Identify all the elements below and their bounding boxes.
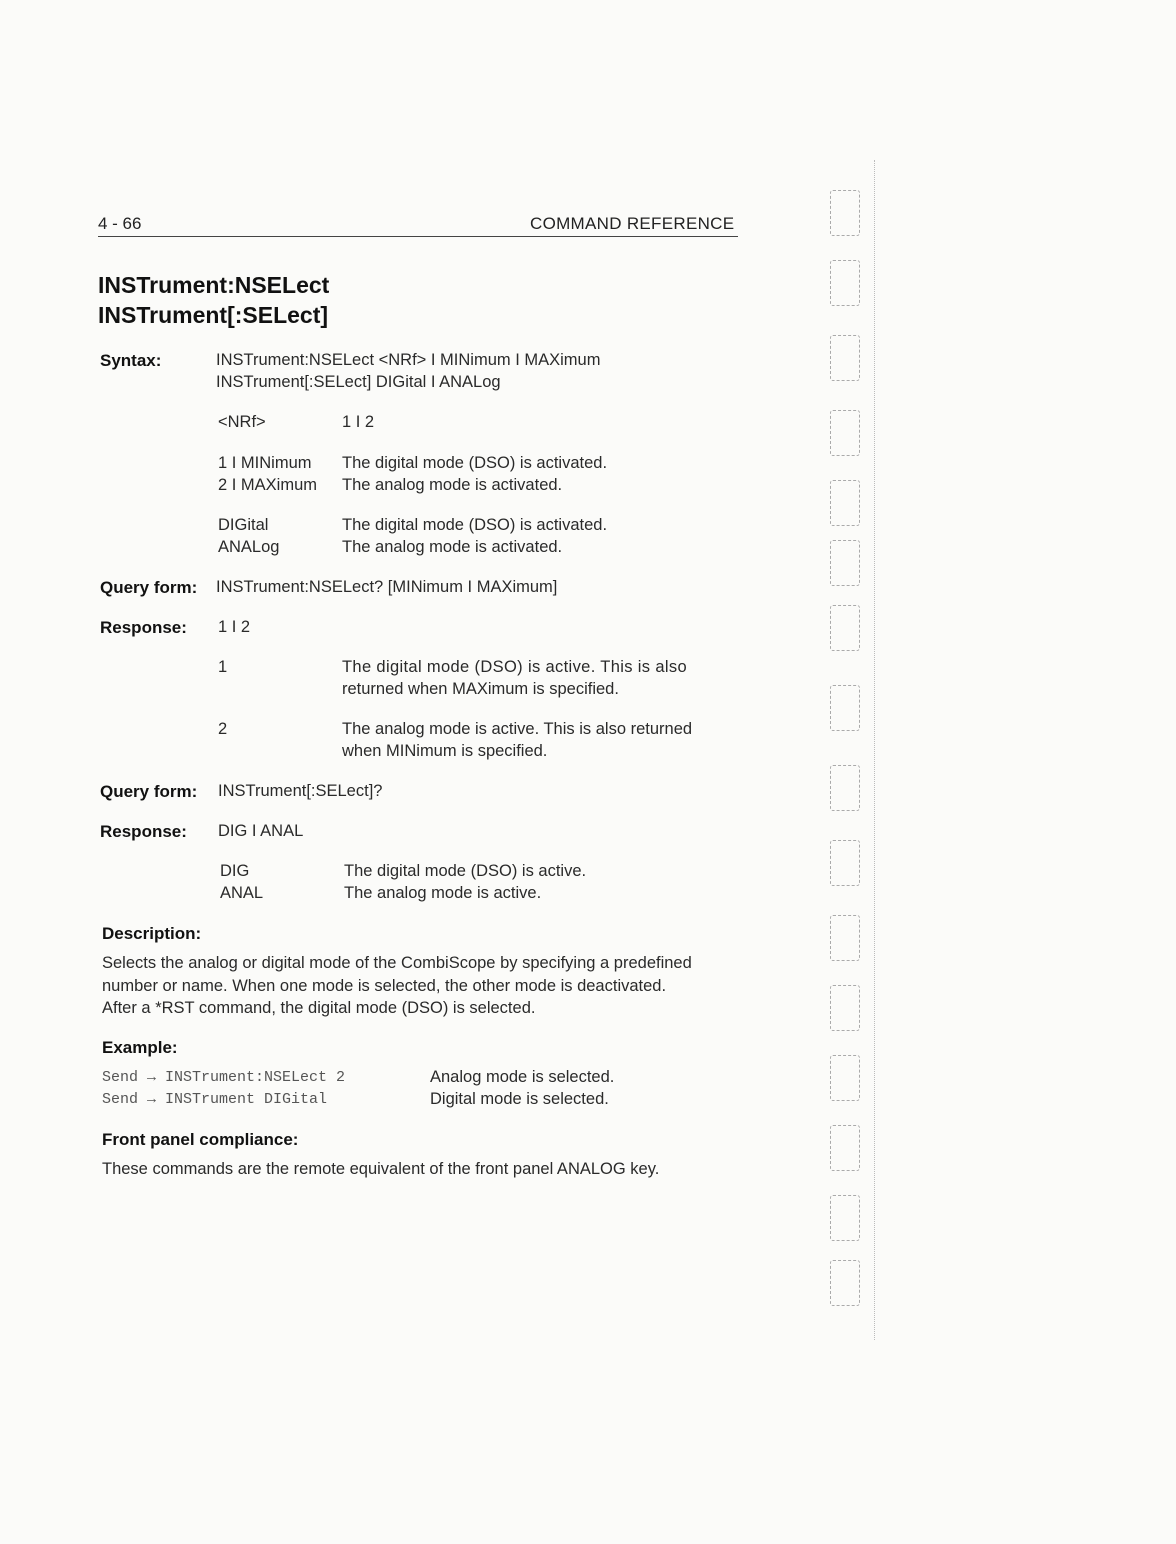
index-tab xyxy=(830,840,860,886)
example-result: Analog mode is selected. xyxy=(430,1068,615,1086)
example-command: Send → INSTrument:NSELect 2 xyxy=(102,1069,346,1086)
description-paragraph xyxy=(102,952,752,1020)
response-value: returned when MAXimum is specified. xyxy=(342,680,619,698)
response-text: DIG I ANAL xyxy=(218,822,304,840)
example-label: Example: xyxy=(102,1038,178,1057)
response-label: Response: xyxy=(100,822,187,841)
response-text: 1 I 2 xyxy=(218,618,251,636)
header-rule xyxy=(98,236,738,237)
index-tab xyxy=(830,1055,860,1101)
param-key: 1 I MINimum xyxy=(218,454,312,472)
description-label: Description: xyxy=(102,924,202,943)
index-tab xyxy=(830,1125,860,1171)
query-form-text: INSTrument:NSELect? [MINimum I MAXimum] xyxy=(216,578,558,596)
response-key: 1 xyxy=(218,658,228,676)
param-value: The analog mode is activated. xyxy=(342,538,563,556)
response-value: The digital mode (DSO) is active. xyxy=(344,862,587,880)
section-title: COMMAND REFERENCE xyxy=(530,214,735,233)
param-key: DIGital xyxy=(218,516,269,534)
index-tab xyxy=(830,410,860,456)
response-key: ANAL xyxy=(220,884,264,902)
param-value: The analog mode is activated. xyxy=(342,476,563,494)
param-value: The digital mode (DSO) is activated. xyxy=(342,454,608,472)
response-value: The analog mode is active. xyxy=(344,884,542,902)
param-value: The digital mode (DSO) is activated. xyxy=(342,516,608,534)
index-tab xyxy=(830,260,860,306)
query-form-label: Query form: xyxy=(100,782,198,801)
index-tab xyxy=(830,480,860,526)
syntax-line: INSTrument[:SELect] DIGital I ANALog xyxy=(216,373,501,391)
query-form-label: Query form: xyxy=(100,578,198,597)
response-value: The analog mode is active. This is also returned xyxy=(342,720,693,738)
index-tab xyxy=(830,985,860,1031)
index-tab xyxy=(830,915,860,961)
index-tab-strip xyxy=(822,160,882,1340)
index-tab xyxy=(830,190,860,236)
syntax-line: INSTrument:NSELect <NRf> I MINimum I MAXimum xyxy=(216,351,601,369)
index-tab xyxy=(830,540,860,586)
description-line: number or name. When one mode is selected, the other mode is deactivated. xyxy=(102,976,667,995)
index-tab xyxy=(830,765,860,811)
param-key: ANALog xyxy=(218,538,280,556)
query-form-text: INSTrument[:SELect]? xyxy=(218,782,383,800)
response-key: DIG xyxy=(220,862,250,880)
index-tab xyxy=(830,685,860,731)
page-number: 4 - 66 xyxy=(98,214,142,233)
example-command: Send → INSTrument DIGital xyxy=(102,1091,328,1108)
response-value: when MINimum is specified. xyxy=(342,742,548,760)
description-line: After a *RST command, the digital mode (DSO) is selected. xyxy=(102,999,536,1017)
param-key: <NRf> xyxy=(218,413,266,431)
param-value: 1 I 2 xyxy=(342,413,375,431)
front-panel-text: These commands are the remote equivalent of the front panel ANALOG key. xyxy=(102,1160,660,1178)
description-line: Selects the analog or digital mode of the CombiScope by specifying a predefined xyxy=(102,954,692,972)
index-tab xyxy=(830,1195,860,1241)
front-panel-label: Front panel compliance: xyxy=(102,1130,299,1149)
syntax-label: Syntax: xyxy=(100,351,162,370)
response-label: Response: xyxy=(100,618,187,637)
param-key: 2 I MAXimum xyxy=(218,476,318,494)
response-value: The digital mode (DSO) is active. This is also xyxy=(342,658,687,676)
command-title-nselect: INSTrument:NSELect xyxy=(98,272,330,298)
example-result: Digital mode is selected. xyxy=(430,1090,609,1108)
response-key: 2 xyxy=(218,720,228,738)
index-tab xyxy=(830,335,860,381)
index-tab xyxy=(830,605,860,651)
command-title-select: INSTrument[:SELect] xyxy=(98,302,329,328)
index-tab xyxy=(830,1260,860,1306)
